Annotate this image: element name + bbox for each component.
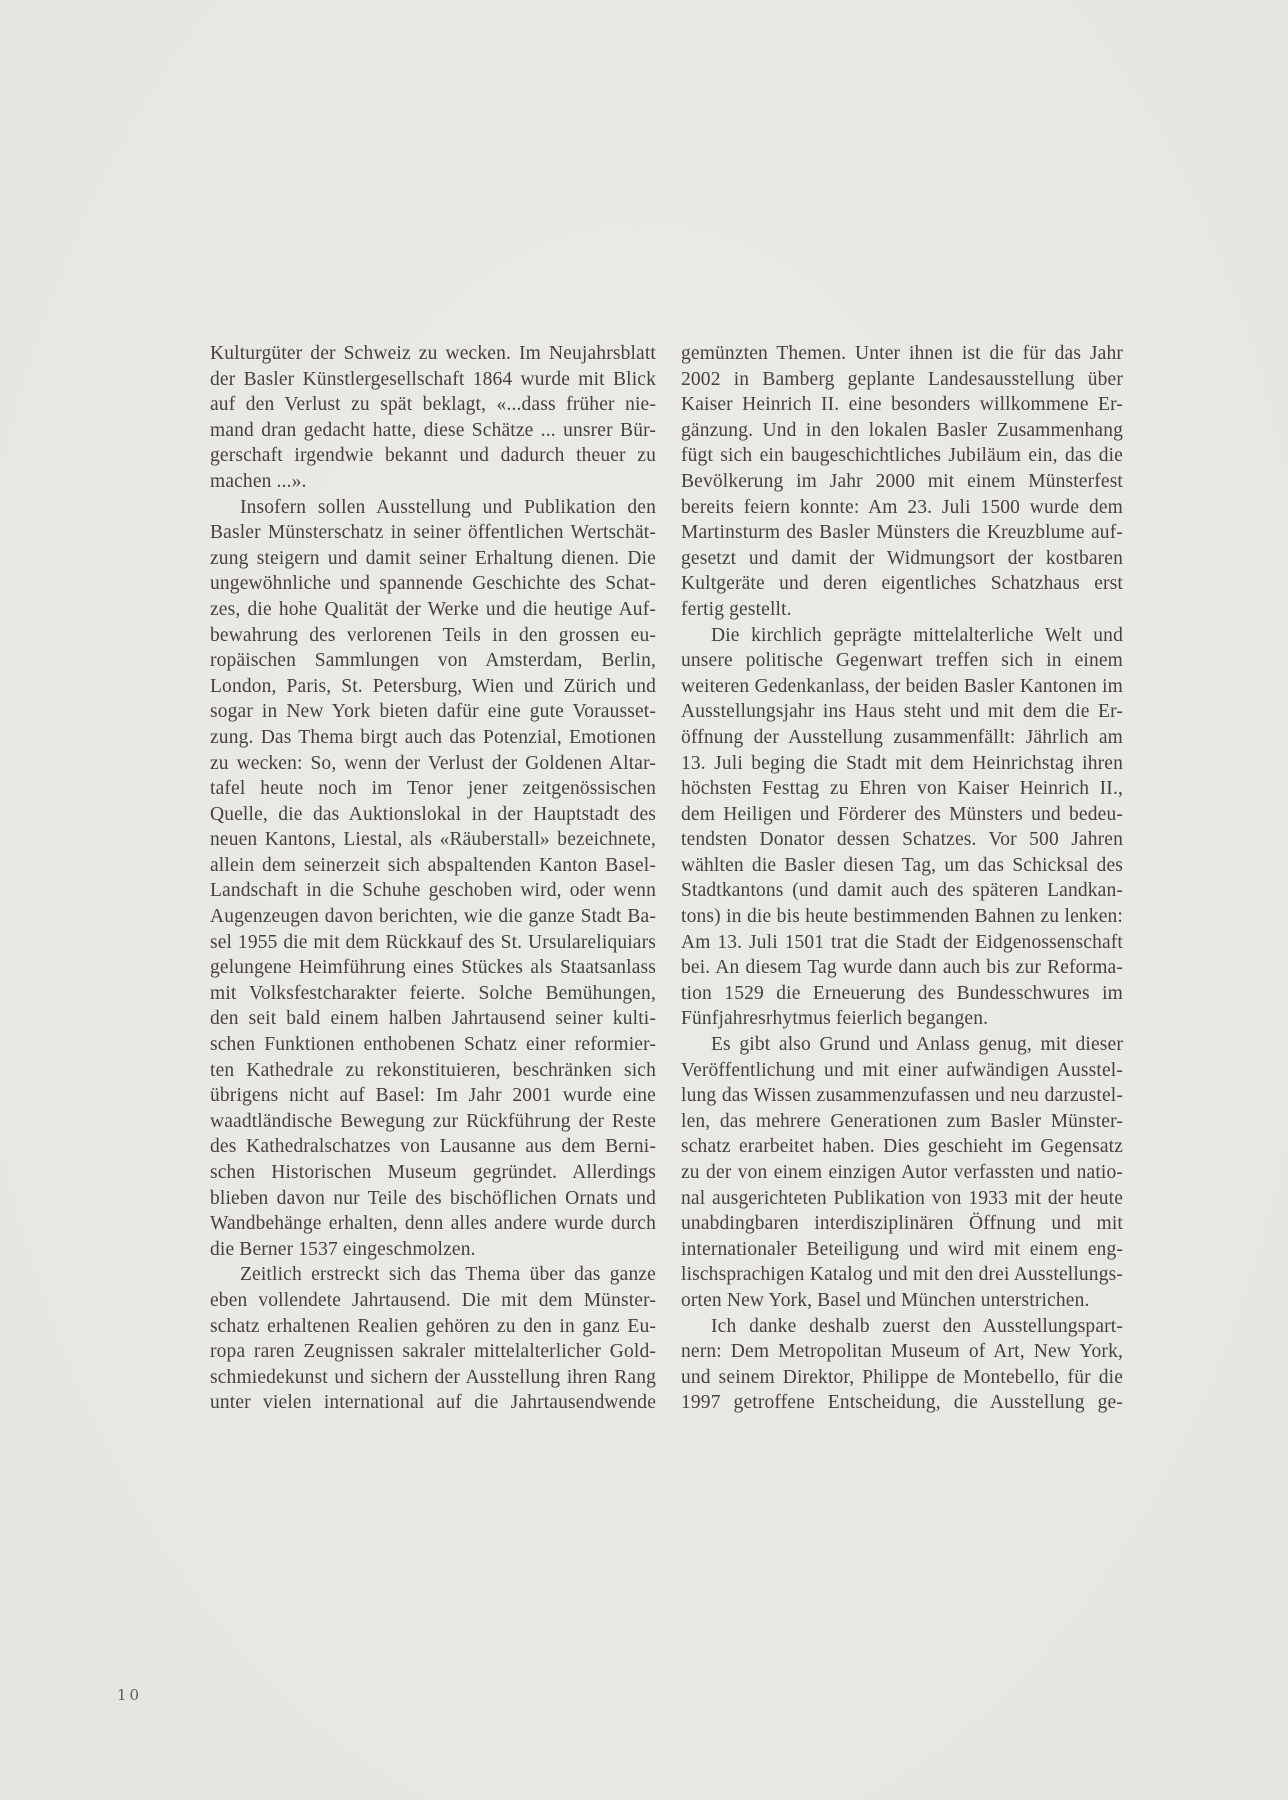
text-line: Kaiser Heinrich II. eine besonders willkommene Er-	[681, 394, 1123, 416]
page-number: 10	[117, 1686, 143, 1704]
text-line: gesetzt und damit der Widmungsort der kostbaren	[681, 547, 1123, 569]
text-line: eben vollendete Jahrtausend. Die mit dem Münster-	[210, 1289, 656, 1311]
text-line: schen Historischen Museum gegründet. Allerdings	[210, 1162, 656, 1183]
text-line: bewahrung des verlorenen Teils in den grossen eu-	[210, 624, 656, 646]
text-line: und seinem Direktor, Philippe de Montebello, für die	[681, 1366, 1123, 1388]
text-line: Augenzeugen davon berichten, wie die ganze Stadt Ba-	[210, 906, 656, 928]
text-line: Martinsturm des Basler Münsters die Kreuzblume auf-	[681, 522, 1123, 544]
text-line: Die kirchlich geprägte mittelalterliche Welt und	[711, 624, 1123, 646]
text-line: des Kathedralschatzes von Lausanne aus dem Berni-	[210, 1136, 656, 1158]
text-line: lung das Wissen zusammenzufassen und neu darzustel-	[681, 1085, 1123, 1107]
text-line: nern: Dem Metropolitan Museum of Art, New York,	[681, 1341, 1123, 1363]
text-line: unter vielen international auf die Jahrtausendwende	[210, 1392, 656, 1414]
text-line: Landschaft in die Schuhe geschoben wird, oder wenn	[210, 880, 656, 902]
text-line: tion 1529 die Erneuerung des Bundesschwures im	[681, 982, 1123, 1004]
text-line: wählten die Basler diesen Tag, um das Schicksal des	[681, 854, 1123, 876]
text-line: machen ...».	[210, 470, 307, 492]
text-line: nal ausgerichteten Publikation von 1933 mit der heute	[681, 1187, 1123, 1209]
text-line: tendsten Donator dessen Schatzes. Vor 500 Jahren	[681, 829, 1123, 851]
text-line: lischsprachigen Katalog und mit den drei Ausstellungs-	[681, 1264, 1123, 1286]
text-line: schatz erhaltenen Realien gehören zu den in ganz Eu-	[210, 1315, 656, 1337]
text-line: ten Kathedrale zu rekonstituieren, beschränken sich	[210, 1059, 656, 1081]
text-line: Veröffentlichung und mit einer aufwändigen Ausstel-	[681, 1059, 1123, 1081]
text-line: tafel heute noch im Tenor jener zeitgenössischen	[210, 778, 656, 800]
text-line: zung. Das Thema birgt auch das Potenzial, Emotionen	[210, 726, 656, 748]
text-line: 13. Juli beging die Stadt mit dem Heinrichstag ihren	[681, 752, 1123, 774]
text-line: bei. An diesem Tag wurde dann auch bis zur Reforma-	[681, 957, 1123, 979]
text-line: 2002 in Bamberg geplante Landesausstellung über	[681, 368, 1123, 390]
text-line: Basler Münsterschatz in seiner öffentlichen Wertschät-	[210, 522, 656, 544]
text-line: der Basler Künstlergesellschaft 1864 wurde mit Blick	[210, 368, 656, 390]
text-line: Bevölkerung im Jahr 2000 mit einem Münsterfest	[681, 470, 1123, 492]
text-line: Am 13. Juli 1501 trat die Stadt der Eidgenossenschaft	[681, 931, 1123, 953]
text-line: 1997 getroffene Entscheidung, die Ausstellung ge-	[681, 1392, 1123, 1414]
text-line: neuen Kantons, Liestal, als «Räuberstall» bezeichnete,	[210, 829, 656, 851]
text-line: allein dem seinerzeit sich abspaltenden Kanton Basel-	[210, 854, 656, 876]
text-line: mit Volksfestcharakter feierte. Solche Bemühungen,	[210, 982, 656, 1004]
text-line: Insofern sollen Ausstellung und Publikation den	[240, 496, 656, 518]
text-line: len, das mehrere Generationen zum Basler Münster-	[681, 1110, 1123, 1132]
text-line: ungewöhnliche und spannende Geschichte des Schat-	[210, 573, 656, 595]
text-line: gemünzten Themen. Unter ihnen ist die für das Jahr	[681, 343, 1123, 364]
text-line: internationaler Beteiligung und wird mit einem eng-	[681, 1238, 1123, 1260]
text-line: fügt sich ein baugeschichtliches Jubiläum ein, das die	[681, 445, 1123, 467]
text-line: höchsten Festtag zu Ehren von Kaiser Heinrich II.,	[681, 778, 1123, 800]
text-line: Kulturgüter der Schweiz zu wecken. Im Neujahrsblatt	[210, 343, 656, 364]
text-line: Stadtkantons (und damit auch des späteren Landkan-	[681, 880, 1123, 902]
text-line: Zeitlich erstreckt sich das Thema über das ganze	[240, 1264, 656, 1286]
text-line: Fünfjahresrhytmus feierlich begangen.	[681, 1008, 989, 1030]
text-line: Ich danke deshalb zuerst den Ausstellungspart-	[711, 1315, 1123, 1337]
text-line: schen Funktionen enthobenen Schatz einer reformier-	[210, 1034, 656, 1056]
text-line: zung steigern und damit seiner Erhaltung dienen. Die	[210, 547, 656, 569]
text-line: übrigens nicht auf Basel: Im Jahr 2001 wurde eine	[210, 1085, 656, 1107]
text-line: orten New York, Basel und München unterstrichen.	[681, 1289, 1090, 1311]
text-line: unsere politische Gegenwart treffen sich in einem	[681, 650, 1123, 672]
text-line: den seit bald einem halben Jahrtausend seiner kulti-	[210, 1008, 656, 1030]
text-line: mand dran gedacht hatte, diese Schätze ... unsrer Bür-	[210, 419, 656, 441]
text-line: Wandbehänge erhalten, denn alles andere wurde durch	[210, 1213, 656, 1235]
text-line: dem Heiligen und Förderer des Münsters und bedeu-	[681, 803, 1123, 825]
text-line: zes, die hohe Qualität der Werke und die heutige Auf-	[210, 598, 656, 620]
right-text-column	[681, 341, 1123, 1416]
text-line: gänzung. Und in den lokalen Basler Zusammenhang	[681, 419, 1123, 441]
text-line: Es gibt also Grund und Anlass genug, mit dieser	[711, 1034, 1123, 1056]
text-line: schmiedekunst und sichern der Ausstellung ihren Rang	[210, 1366, 656, 1388]
text-line: sel 1955 die mit dem Rückkauf des St. Ursulareliquiars	[210, 931, 656, 953]
text-line: gerschaft irgendwie bekannt und dadurch theuer zu	[210, 445, 656, 467]
text-line: tons) in die bis heute bestimmenden Bahnen zu lenken:	[681, 906, 1123, 928]
text-line: bereits feiern konnte: Am 23. Juli 1500 wurde dem	[681, 496, 1123, 518]
text-line: Ausstellungsjahr ins Haus steht und mit dem die Er-	[681, 701, 1123, 723]
text-line: gelungene Heimführung eines Stückes als Staatsanlass	[210, 957, 656, 979]
text-line: zu wecken: So, wenn der Verlust der Goldenen Altar-	[210, 752, 656, 774]
text-line: sogar in New York bieten dafür eine gute Vorausset-	[210, 701, 656, 723]
text-line: unabdingbaren interdisziplinären Öffnung und mit	[681, 1213, 1123, 1235]
text-line: blieben davon nur Teile des bischöflichen Ornats und	[210, 1187, 656, 1209]
text-line: Quelle, die das Auktionslokal in der Hauptstadt des	[210, 803, 656, 825]
text-line: waadtländische Bewegung zur Rückführung der Reste	[210, 1110, 656, 1132]
left-text-column	[210, 341, 656, 1416]
text-line: die Berner 1537 eingeschmolzen.	[210, 1238, 476, 1260]
text-line: ropäischen Sammlungen von Amsterdam, Berlin,	[210, 650, 656, 672]
text-line: London, Paris, St. Petersburg, Wien und Zürich und	[210, 675, 656, 697]
text-line: öffnung der Ausstellung zusammenfällt: Jährlich am	[681, 726, 1123, 748]
text-line: Kultgeräte und deren eigentliches Schatzhaus erst	[681, 573, 1123, 595]
text-line: zu der von einem einzigen Autor verfassten und natio-	[681, 1162, 1123, 1183]
text-line: schatz erarbeitet haben. Dies geschieht im Gegensatz	[681, 1136, 1123, 1158]
text-line: weiteren Gedenkanlass, der beiden Basler Kantonen im	[681, 675, 1123, 697]
text-line: fertig gestellt.	[681, 598, 792, 620]
text-line: ropa raren Zeugnissen sakraler mittelalterlicher Gold-	[210, 1341, 656, 1363]
text-line: auf den Verlust zu spät beklagt, «...dass früher nie-	[210, 394, 656, 416]
